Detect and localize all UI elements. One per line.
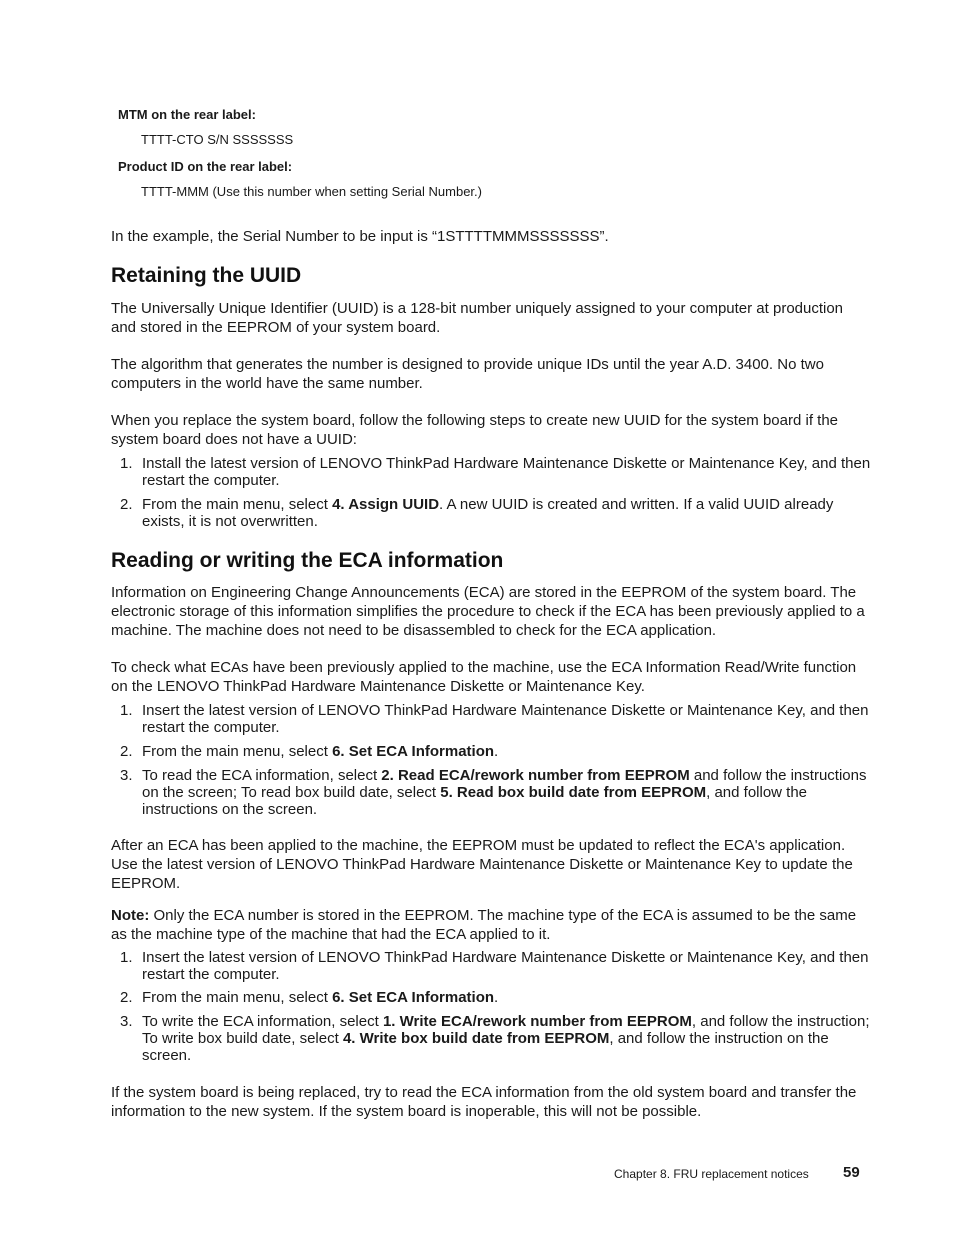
step-number: 3. <box>120 1013 133 1030</box>
product-id-value: TTTT-MMM (Use this number when setting Serial Number.) <box>141 184 482 199</box>
serial-example: In the example, the Serial Number to be input is “1STTTTMMMSSSSSSS”. <box>111 228 609 245</box>
step-number: 1. <box>120 702 133 719</box>
eca-note: Note: Only the ECA number is stored in the EEPROM. The machine type of the ECA is assumed to be the same as the machine type of the machine that had the ECA applied to it. <box>111 907 857 943</box>
step-number: 3. <box>120 767 133 784</box>
eca-read-step-2 <box>120 743 872 760</box>
uuid-paragraph-3: When you replace the system board, follow the following steps to create new UUID for the system board if the system board does not have a UUID: <box>111 412 839 448</box>
eca-write-step-2 <box>120 989 872 1006</box>
step-number: 1. <box>120 455 133 472</box>
eca-write-step-1 <box>120 949 872 983</box>
heading-eca-information: Reading or writing the ECA information <box>111 549 504 572</box>
eca-paragraph-3: After an ECA has been applied to the machine, the EEPROM must be updated to reflect the ECA's application. Use the latest version of LENOVO ThinkPad Hardware Maintenance Diskette or Maintenance Key to update the EEPROM. <box>111 837 853 892</box>
heading-retaining-uuid: Retaining the UUID <box>111 264 302 287</box>
footer-chapter: Chapter 8. FRU replacement notices <box>614 1167 809 1181</box>
uuid-step-1 <box>120 455 872 489</box>
page-number: 59 <box>843 1164 860 1181</box>
eca-paragraph-1: Information on Engineering Change Announcements (ECA) are stored in the EEPROM of the system board. The electronic storage of this information simplifies the procedure to check if the ECA has been previously applied to a machine. The machine does not need to be disassembled to check for the ECA application. <box>111 584 865 639</box>
uuid-paragraph-1: The Universally Unique Identifier (UUID) is a 128-bit number uniquely assigned to your computer at production and stored in the EEPROM of your system board. <box>111 300 844 336</box>
eca-read-step-1 <box>120 702 872 736</box>
mtm-label: MTM on the rear label: <box>118 107 256 122</box>
step-number: 2. <box>120 989 133 1006</box>
step-number: 2. <box>120 496 133 513</box>
product-id-label: Product ID on the rear label: <box>118 159 293 174</box>
eca-read-step-3 <box>120 767 872 818</box>
uuid-paragraph-2: The algorithm that generates the number is designed to provide unique IDs until the year A.D. 3400. No two computers in the world have the same number. <box>111 356 824 392</box>
step-text: From the main menu, select 6. Set ECA Information. <box>142 743 499 760</box>
step-text: From the main menu, select 4. Assign UUID. A new UUID is created and written. If a valid UUID already exists, it is not overwritten. <box>142 496 834 530</box>
eca-paragraph-2: To check what ECAs have been previously applied to the machine, use the ECA Information Read/Write function on the LENOVO ThinkPad Hardware Maintenance Diskette or Maintenance Key. <box>111 659 857 695</box>
step-text: Install the latest version of LENOVO ThinkPad Hardware Maintenance Diskette or Maintenance Key, and then restart the computer. <box>142 455 871 489</box>
step-text: From the main menu, select 6. Set ECA Information. <box>142 989 499 1006</box>
eca-write-step-3 <box>120 1013 872 1064</box>
step-number: 1. <box>120 949 133 966</box>
step-text: To write the ECA information, select 1. Write ECA/rework number from EEPROM, and follow the instruction; To write box build date, select 4. Write box build date from EEPROM, and follow the instruction on the screen. <box>142 1013 870 1064</box>
menu-option-assign-uuid: 4. Assign UUID <box>332 496 440 513</box>
uuid-step-2 <box>120 496 872 530</box>
step-text: To read the ECA information, select 2. Read ECA/rework number from EEPROM and follow the instructions on the screen; To read box build date, select 5. Read box build date from EEPROM, and follow the instructions on the screen. <box>142 767 867 818</box>
step-text: Insert the latest version of LENOVO ThinkPad Hardware Maintenance Diskette or Maintenance Key, and then restart the computer. <box>142 949 869 983</box>
eca-paragraph-4: If the system board is being replaced, try to read the ECA information from the old system board and transfer the information to the new system. If the system board is inoperable, this will not be possible. <box>111 1084 857 1120</box>
note-label: Note: <box>111 907 150 924</box>
mtm-value: TTTT-CTO S/N SSSSSSS <box>141 132 294 147</box>
step-text: Insert the latest version of LENOVO ThinkPad Hardware Maintenance Diskette or Maintenance Key, and then restart the computer. <box>142 702 869 736</box>
step-number: 2. <box>120 743 133 760</box>
